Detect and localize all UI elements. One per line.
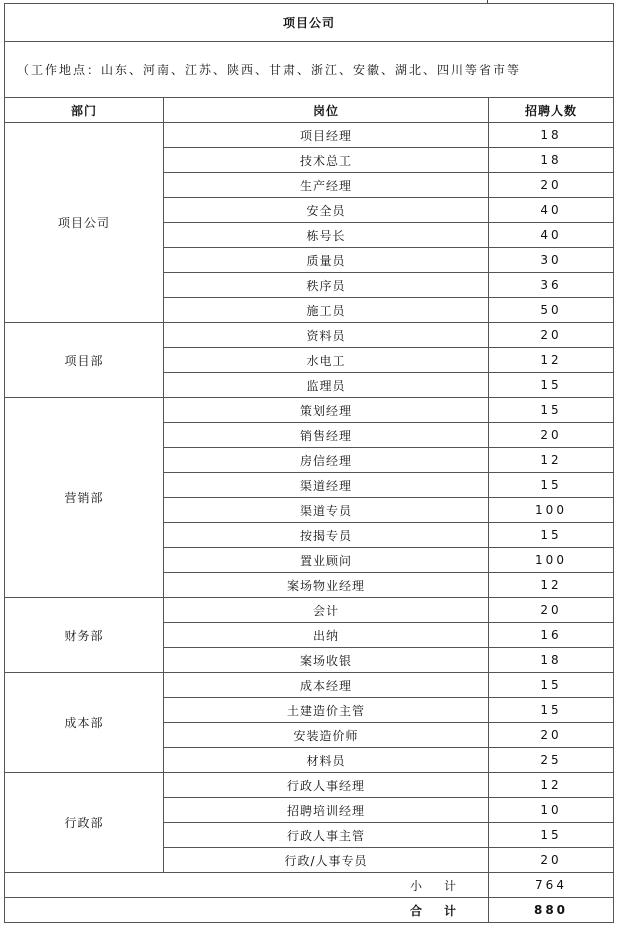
count-cell: 20 <box>489 848 614 873</box>
position-cell: 渠道经理 <box>164 473 489 498</box>
position-cell: 策划经理 <box>164 398 489 423</box>
position-cell: 栋号长 <box>164 223 489 248</box>
recruitment-table <box>4 3 614 923</box>
count-cell: 12 <box>489 573 614 598</box>
position-cell: 监理员 <box>164 373 489 398</box>
count-cell: 15 <box>489 823 614 848</box>
subtotal-label: 小计 <box>5 873 489 898</box>
count-cell: 12 <box>489 773 614 798</box>
count-cell: 50 <box>489 298 614 323</box>
dept-cell: 项目部 <box>5 323 164 398</box>
count-cell: 20 <box>489 723 614 748</box>
dept-cell: 成本部 <box>5 673 164 773</box>
table-row <box>5 673 614 698</box>
position-cell: 案场物业经理 <box>164 573 489 598</box>
position-cell: 行政/人事专员 <box>164 848 489 873</box>
table-row <box>5 598 614 623</box>
table-row <box>5 773 614 798</box>
count-cell: 18 <box>489 123 614 148</box>
position-cell: 项目经理 <box>164 123 489 148</box>
count-cell: 20 <box>489 323 614 348</box>
header-row <box>5 98 614 123</box>
total-value: 880 <box>489 898 614 923</box>
position-cell: 质量员 <box>164 248 489 273</box>
header-position: 岗位 <box>164 98 489 123</box>
subtotal-value: 764 <box>489 873 614 898</box>
dept-cell: 行政部 <box>5 773 164 873</box>
position-cell: 销售经理 <box>164 423 489 448</box>
position-cell: 安装造价师 <box>164 723 489 748</box>
work-location-note: （工作地点：山东、河南、江苏、陕西、甘肃、浙江、安徽、湖北、四川等省市等 <box>5 42 614 98</box>
count-cell: 18 <box>489 148 614 173</box>
position-cell: 安全员 <box>164 198 489 223</box>
dept-cell: 财务部 <box>5 598 164 673</box>
position-cell: 成本经理 <box>164 673 489 698</box>
dept-cell: 营销部 <box>5 398 164 598</box>
position-cell: 水电工 <box>164 348 489 373</box>
position-cell: 按揭专员 <box>164 523 489 548</box>
position-cell: 出纳 <box>164 623 489 648</box>
header-dept: 部门 <box>5 98 164 123</box>
count-cell: 20 <box>489 173 614 198</box>
count-cell: 20 <box>489 598 614 623</box>
count-cell: 15 <box>489 698 614 723</box>
position-cell: 案场收银 <box>164 648 489 673</box>
count-cell: 36 <box>489 273 614 298</box>
count-cell: 40 <box>489 198 614 223</box>
count-cell: 12 <box>489 448 614 473</box>
count-cell: 15 <box>489 373 614 398</box>
count-cell: 25 <box>489 748 614 773</box>
position-cell: 材料员 <box>164 748 489 773</box>
count-cell: 16 <box>489 623 614 648</box>
table-row <box>5 398 614 423</box>
count-cell: 20 <box>489 423 614 448</box>
position-cell: 土建造价主管 <box>164 698 489 723</box>
position-cell: 房信经理 <box>164 448 489 473</box>
total-label: 合计 <box>5 898 489 923</box>
count-cell: 100 <box>489 498 614 523</box>
table-row <box>5 123 614 148</box>
position-cell: 技术总工 <box>164 148 489 173</box>
position-cell: 招聘培训经理 <box>164 798 489 823</box>
position-cell: 会计 <box>164 598 489 623</box>
header-count: 招聘人数 <box>489 98 614 123</box>
count-cell: 18 <box>489 648 614 673</box>
count-cell: 15 <box>489 398 614 423</box>
position-cell: 置业顾问 <box>164 548 489 573</box>
total-row <box>5 898 614 923</box>
note-row <box>5 42 614 98</box>
position-cell: 资料员 <box>164 323 489 348</box>
dept-cell: 项目公司 <box>5 123 164 323</box>
count-cell: 15 <box>489 673 614 698</box>
count-cell: 10 <box>489 798 614 823</box>
table-row <box>5 323 614 348</box>
position-cell: 渠道专员 <box>164 498 489 523</box>
table-title: 项目公司 <box>5 4 614 42</box>
count-cell: 40 <box>489 223 614 248</box>
count-cell: 15 <box>489 523 614 548</box>
position-cell: 行政人事经理 <box>164 773 489 798</box>
position-cell: 生产经理 <box>164 173 489 198</box>
count-cell: 30 <box>489 248 614 273</box>
position-cell: 秩序员 <box>164 273 489 298</box>
title-row <box>5 4 614 42</box>
position-cell: 施工员 <box>164 298 489 323</box>
count-cell: 15 <box>489 473 614 498</box>
count-cell: 100 <box>489 548 614 573</box>
position-cell: 行政人事主管 <box>164 823 489 848</box>
count-cell: 12 <box>489 348 614 373</box>
subtotal-row <box>5 873 614 898</box>
